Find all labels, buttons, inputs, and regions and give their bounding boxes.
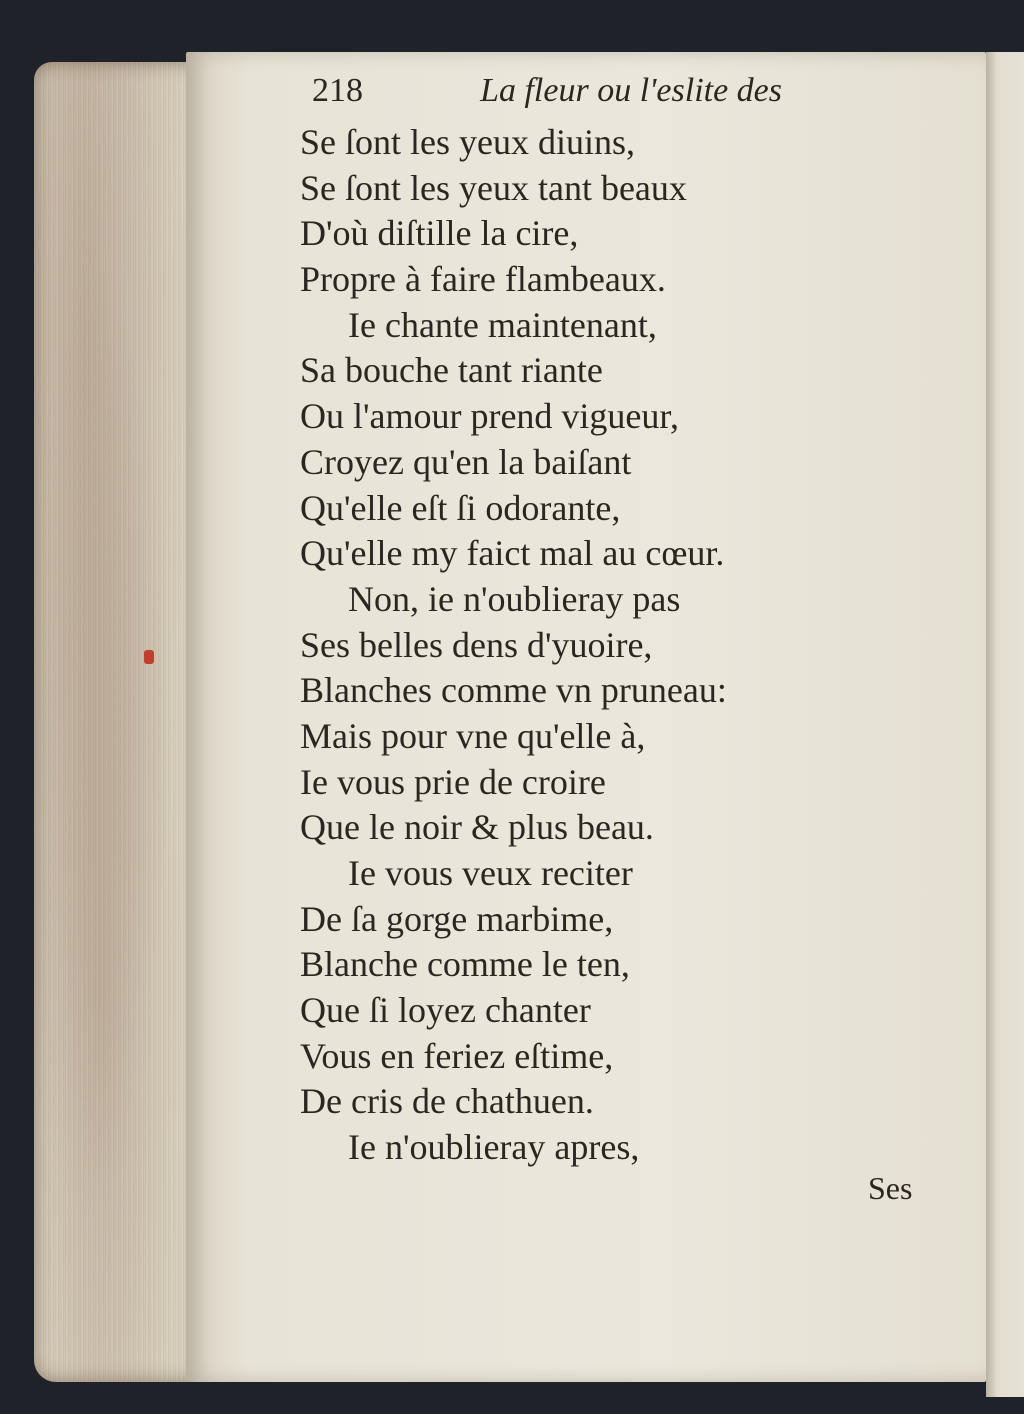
poem-line: D'où diſtille la cire,: [300, 213, 579, 254]
poem-text: [300, 120, 860, 1171]
poem-line: Propre à faire flambeaux.: [300, 259, 666, 300]
catchword: Ses: [868, 1170, 913, 1206]
poem-line: Croyez qu'en la baiſant: [300, 441, 632, 482]
poem-line: Ie n'oublieray apres,: [348, 1127, 640, 1168]
page-header: [312, 72, 782, 120]
poem-line: Que ſi loyez chanter: [300, 990, 591, 1031]
poem-line: Ie vous prie de croire: [300, 761, 606, 802]
page-edges: [34, 62, 204, 1382]
poem-line: Qu'elle eſt ſi odorante,: [300, 487, 621, 528]
poem-line: Se ſont les yeux diuins,: [300, 122, 635, 162]
poem-line: Ou l'amour prend vigueur,: [300, 396, 679, 437]
poem-line: Mais pour vne qu'elle à,: [300, 715, 646, 756]
poem-line: Vous en feriez eſtime,: [300, 1035, 614, 1076]
poem-line: Qu'elle my faict mal au cœur.: [300, 533, 725, 574]
facing-page-sliver: [986, 52, 1024, 1397]
poem-line: Que le noir & plus beau.: [300, 807, 654, 848]
running-title: La fleur ou l'eslite des: [480, 72, 782, 109]
poem-line: Blanches comme vn pruneau:: [300, 670, 727, 711]
poem-line: Sa bouche tant riante: [300, 350, 603, 391]
poem-line: De ſa gorge marbime,: [300, 898, 614, 939]
page-number: 218: [312, 72, 363, 109]
poem-line: Ses belles dens d'yuoire,: [300, 624, 653, 665]
red-stain: [144, 650, 154, 664]
poem-line: Ie vous veux reciter: [348, 853, 633, 893]
poem-line: De cris de chathuen.: [300, 1081, 594, 1122]
poem-line: Non, ie n'oublieray pas: [348, 578, 681, 619]
poem-line: Blanche comme le ten,: [300, 944, 630, 985]
poem-line: Se ſont les yeux tant beaux: [300, 167, 687, 208]
poem-line: Ie chante maintenant,: [348, 304, 657, 345]
